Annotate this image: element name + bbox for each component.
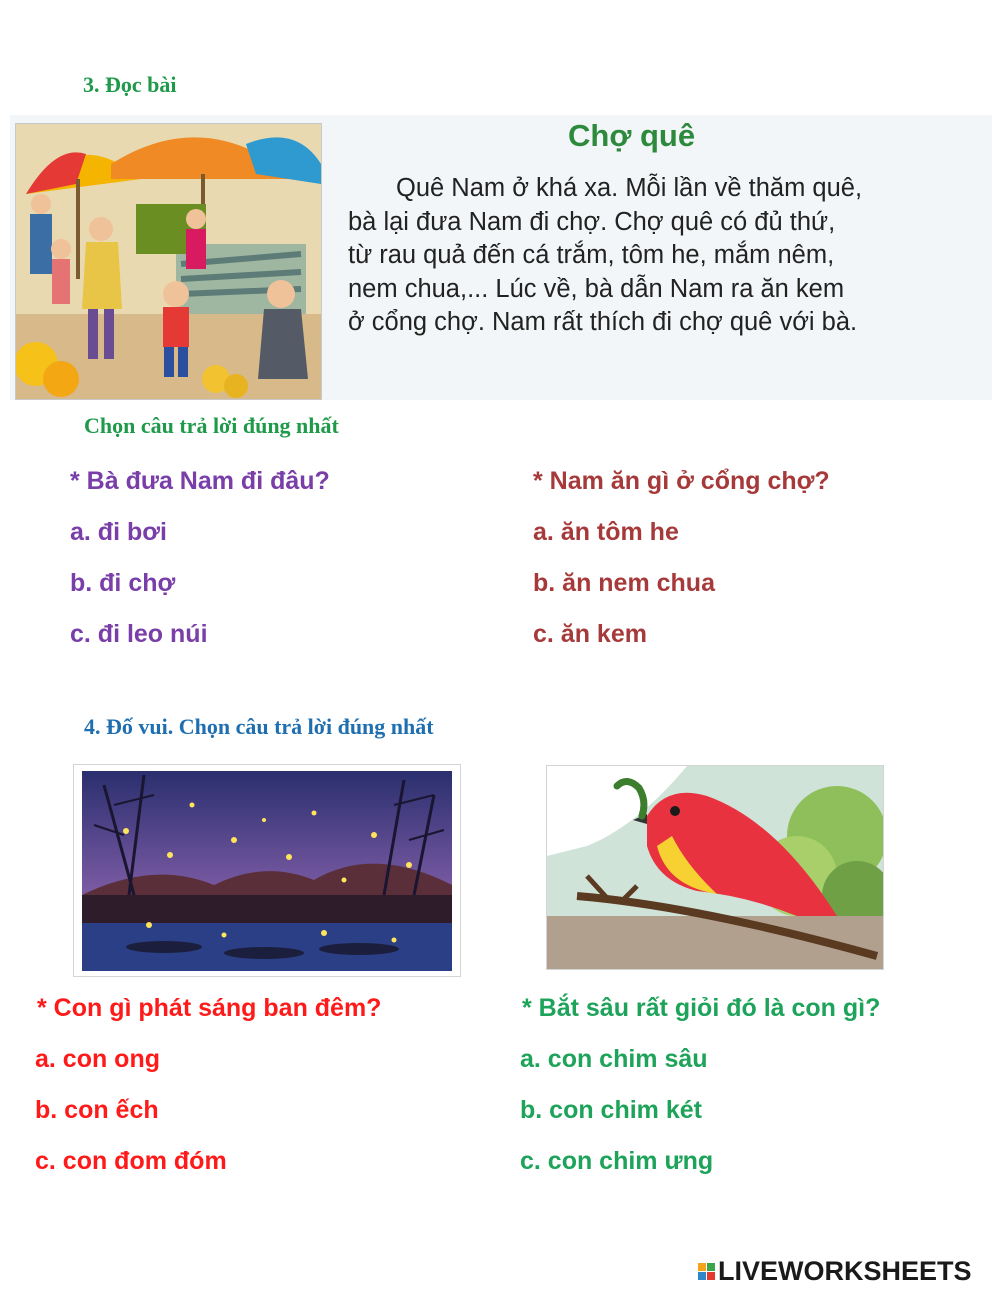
- answer-option[interactable]: b. con chim két: [520, 1096, 702, 1124]
- answer-option[interactable]: c. ăn kem: [533, 620, 647, 648]
- answer-option[interactable]: b. đi chợ: [70, 569, 176, 597]
- answer-option[interactable]: c. con đom đóm: [35, 1147, 227, 1175]
- logo-text: LIVEWORKSHEETS: [718, 1256, 972, 1286]
- firefly-night-picture: [73, 764, 461, 977]
- answer-option[interactable]: a. con ong: [35, 1045, 160, 1073]
- section4-heading: 4. Đố vui. Chọn câu trả lời đúng nhất: [84, 714, 434, 739]
- market-illustration: [15, 123, 322, 400]
- bird-picture: [546, 765, 884, 970]
- answer-option[interactable]: a. con chim sâu: [520, 1045, 708, 1073]
- answer-option[interactable]: b. ăn nem chua: [533, 569, 715, 597]
- section3-heading: 3. Đọc bài: [83, 72, 177, 97]
- question-catch-worms: * Bắt sâu rất giỏi đó là con gì?: [522, 994, 881, 1022]
- question-what-eat: * Nam ăn gì ở cổng chợ?: [533, 467, 830, 495]
- answer-option[interactable]: c. đi leo núi: [70, 620, 208, 648]
- passage-line: bà lại đưa Nam đi chợ. Chợ quê có đủ thứ,: [348, 207, 836, 236]
- answer-option[interactable]: a. ăn tôm he: [533, 518, 679, 546]
- passage-title: Chợ quê: [568, 118, 696, 153]
- answer-option[interactable]: a. đi bơi: [70, 518, 167, 546]
- liveworksheets-logo: [698, 1256, 972, 1287]
- question-glow-night: * Con gì phát sáng ban đêm?: [37, 994, 382, 1022]
- passage-text: [348, 172, 988, 340]
- logo-icon: [698, 1263, 715, 1280]
- section3-instruction: Chọn câu trả lời đúng nhất: [84, 413, 339, 438]
- answer-option[interactable]: c. con chim ưng: [520, 1147, 714, 1175]
- passage-line: nem chua,... Lúc về, bà dẫn Nam ra ăn kem: [348, 274, 845, 303]
- passage-line: từ rau quả đến cá trắm, tôm he, mắm nêm,: [348, 241, 835, 269]
- question-where-go: * Bà đưa Nam đi đâu?: [70, 467, 330, 495]
- passage-line: Quê Nam ở khá xa. Mỗi lần về thăm quê,: [396, 174, 863, 202]
- passage-line: ở cổng chợ. Nam rất thích đi chợ quê với bà.: [348, 308, 858, 336]
- answer-option[interactable]: b. con ếch: [35, 1096, 159, 1124]
